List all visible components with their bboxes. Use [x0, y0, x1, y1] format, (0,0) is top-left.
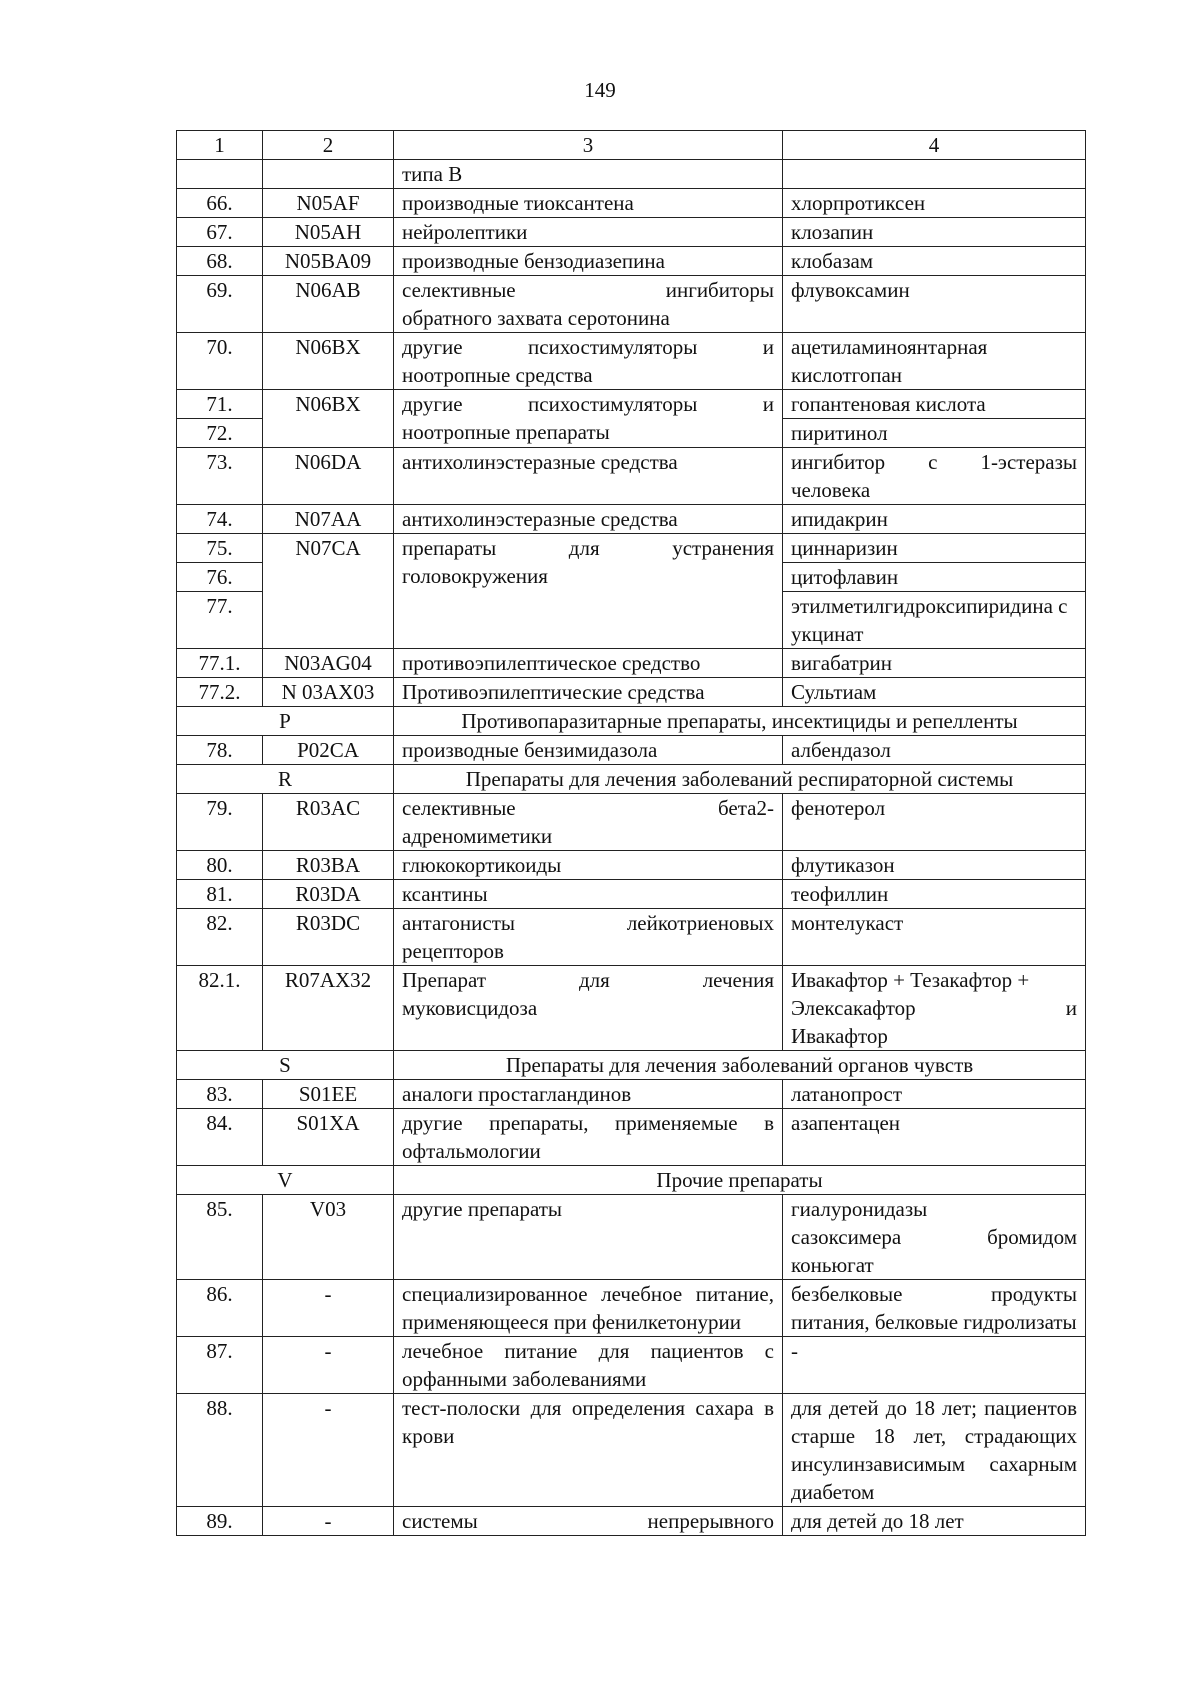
group-name: аналоги простагландинов — [394, 1080, 783, 1109]
table-row — [177, 851, 1086, 880]
drug-name — [783, 448, 1086, 505]
group-name: тест-полоски для определения сахара в крови — [394, 1394, 783, 1507]
group-name: типа В — [394, 160, 783, 189]
group-name: глюкокортикоиды — [394, 851, 783, 880]
row-number: 69. — [177, 276, 263, 333]
group-name: производные тиоксантена — [394, 189, 783, 218]
group-name: антихолинэстеразные средства — [394, 505, 783, 534]
group-line: муковисцидоза — [402, 996, 538, 1020]
atc-code: - — [263, 1337, 394, 1394]
row-number: 86. — [177, 1280, 263, 1337]
table-row — [177, 736, 1086, 765]
drug-name: теофиллин — [783, 880, 1086, 909]
drug-name: для детей до 18 лет — [783, 1507, 1086, 1536]
drug-name: монтелукаст — [783, 909, 1086, 966]
atc-code: S01EE — [263, 1080, 394, 1109]
group-name: производные бензимидазола — [394, 736, 783, 765]
drug-name: флутиказон — [783, 851, 1086, 880]
drug-name: фенотерол — [783, 794, 1086, 851]
drug-name: клозапин — [783, 218, 1086, 247]
row-number: 70. — [177, 333, 263, 390]
atc-code: - — [263, 1280, 394, 1337]
atc-code: N06DA — [263, 448, 394, 505]
table-row — [177, 247, 1086, 276]
header-col-1: 1 — [177, 131, 263, 160]
row-number: 80. — [177, 851, 263, 880]
atc-code: R03BA — [263, 851, 394, 880]
drug-name: цитофлавин — [783, 563, 1086, 592]
atc-code: N06BX — [263, 333, 394, 390]
group-line: препараты для устранения — [402, 536, 774, 560]
group-line: обратного захвата серотонина — [402, 306, 670, 330]
group-name: специализированное лечебное питание, применяющееся при фенилкетонурии — [394, 1280, 783, 1337]
section-row — [177, 765, 1086, 794]
row-number: 88. — [177, 1394, 263, 1507]
drug-name: азапентацен — [783, 1109, 1086, 1166]
row-number: 74. — [177, 505, 263, 534]
group-line: селективные бета2- — [402, 796, 774, 820]
row-number: 72. — [177, 419, 263, 448]
section-title: Противопаразитарные препараты, инсектициды и репелленты — [394, 707, 1086, 736]
drug-name: циннаризин — [783, 534, 1086, 563]
drug-name: для детей до 18 лет; пациентов старше 18 лет, страдающих инсулинзависимым сахарным диабетом — [783, 1394, 1086, 1507]
section-code: V — [177, 1166, 394, 1195]
table-row — [177, 218, 1086, 247]
drug-name: флувоксамин — [783, 276, 1086, 333]
atc-code: R03AC — [263, 794, 394, 851]
page-number: 149 — [584, 78, 616, 102]
group-line: антагонисты лейкотриеновых — [402, 911, 774, 935]
group-line: другие психостимуляторы и — [402, 392, 774, 416]
drug-line: коньюгат — [791, 1253, 874, 1277]
table-row — [177, 160, 1086, 189]
drug-line: Элексакафтор и — [791, 996, 1077, 1020]
atc-code: N05AH — [263, 218, 394, 247]
table-row — [177, 1195, 1086, 1280]
group-name: другие препараты, применяемые в офтальмологии — [394, 1109, 783, 1166]
table-row — [177, 1507, 1086, 1536]
drug-line: ингибитор с 1-эстеразы — [791, 450, 1077, 474]
row-number: 77.1. — [177, 649, 263, 678]
header-col-3: 3 — [394, 131, 783, 160]
table-row — [177, 794, 1086, 851]
group-name: противоэпилептическое средство — [394, 649, 783, 678]
section-title: Препараты для лечения заболеваний органов чувств — [394, 1051, 1086, 1080]
section-row — [177, 1051, 1086, 1080]
row-number: 76. — [177, 563, 263, 592]
section-code: R — [177, 765, 394, 794]
drug-name — [783, 160, 1086, 189]
row-number: 71. — [177, 390, 263, 419]
group-name — [394, 534, 783, 649]
row-number: 82.1. — [177, 966, 263, 1051]
drug-name: пиритинол — [783, 419, 1086, 448]
table-row — [177, 966, 1086, 1051]
table-row — [177, 909, 1086, 966]
atc-code: N03AG04 — [263, 649, 394, 678]
group-line: адреномиметики — [402, 824, 553, 848]
atc-code — [263, 160, 394, 189]
row-number: 84. — [177, 1109, 263, 1166]
table-row — [177, 505, 1086, 534]
group-name — [394, 909, 783, 966]
atc-code: R03DA — [263, 880, 394, 909]
drug-name: - — [783, 1337, 1086, 1394]
atc-code: N07AA — [263, 505, 394, 534]
group-name — [394, 390, 783, 448]
group-name — [394, 276, 783, 333]
table-row — [177, 1080, 1086, 1109]
row-number: 78. — [177, 736, 263, 765]
drug-line: Ивакафтор — [791, 1024, 888, 1048]
drug-name: хлорпротиксен — [783, 189, 1086, 218]
group-name: ксантины — [394, 880, 783, 909]
table-row — [177, 534, 1086, 563]
group-name — [394, 794, 783, 851]
drug-name — [783, 966, 1086, 1051]
table-row — [177, 333, 1086, 390]
atc-code: S01XA — [263, 1109, 394, 1166]
section-row — [177, 1166, 1086, 1195]
drug-name: вигабатрин — [783, 649, 1086, 678]
header-col-2: 2 — [263, 131, 394, 160]
table-row — [177, 390, 1086, 419]
row-number: 79. — [177, 794, 263, 851]
drug-line: гиалуронидазы — [791, 1197, 928, 1221]
table-row — [177, 448, 1086, 505]
group-name — [394, 333, 783, 390]
group-name: нейролептики — [394, 218, 783, 247]
row-number: 67. — [177, 218, 263, 247]
group-line: ноотропные средства — [402, 363, 593, 387]
section-title: Препараты для лечения заболеваний респираторной системы — [394, 765, 1086, 794]
group-name: другие препараты — [394, 1195, 783, 1280]
drug-name: латанопрост — [783, 1080, 1086, 1109]
drug-name: клобазам — [783, 247, 1086, 276]
atc-code: N05BA09 — [263, 247, 394, 276]
row-number: 89. — [177, 1507, 263, 1536]
row-number — [177, 160, 263, 189]
atc-code: - — [263, 1394, 394, 1507]
group-line: селективные ингибиторы — [402, 278, 774, 302]
table-row — [177, 1280, 1086, 1337]
atc-code: V03 — [263, 1195, 394, 1280]
drug-name: ипидакрин — [783, 505, 1086, 534]
drug-name: гопантеновая кислота — [783, 390, 1086, 419]
group-line: ноотропные препараты — [402, 420, 610, 444]
row-number: 77.2. — [177, 678, 263, 707]
group-name: лечебное питание для пациентов с орфанными заболеваниями — [394, 1337, 783, 1394]
drug-name: безбелковые продукты питания, белковые гидролизаты — [783, 1280, 1086, 1337]
group-name: антихолинэстеразные средства — [394, 448, 783, 505]
group-line: другие психостимуляторы и — [402, 335, 774, 359]
atc-code: R03DC — [263, 909, 394, 966]
drug-line: Ивакафтор + Тезакафтор + — [791, 968, 1030, 992]
group-name: производные бензодиазепина — [394, 247, 783, 276]
group-name: Противоэпилептические средства — [394, 678, 783, 707]
table-row — [177, 880, 1086, 909]
row-number: 85. — [177, 1195, 263, 1280]
group-line: системы непрерывного — [402, 1509, 774, 1533]
atc-code: N 03AX03 — [263, 678, 394, 707]
table-row — [177, 1394, 1086, 1507]
group-name — [394, 966, 783, 1051]
row-number: 82. — [177, 909, 263, 966]
table-row — [177, 649, 1086, 678]
atc-code: N05AF — [263, 189, 394, 218]
atc-code: - — [263, 1507, 394, 1536]
row-number: 68. — [177, 247, 263, 276]
atc-code: N06AB — [263, 276, 394, 333]
row-number: 75. — [177, 534, 263, 563]
table-row — [177, 1109, 1086, 1166]
group-line: Препарат для лечения — [402, 968, 774, 992]
table-row — [177, 678, 1086, 707]
group-line: рецепторов — [402, 939, 504, 963]
atc-code: P02CA — [263, 736, 394, 765]
row-number: 77. — [177, 592, 263, 649]
row-number: 73. — [177, 448, 263, 505]
section-title: Прочие препараты — [394, 1166, 1086, 1195]
section-code: S — [177, 1051, 394, 1080]
row-number: 81. — [177, 880, 263, 909]
section-row — [177, 707, 1086, 736]
group-name — [394, 1507, 783, 1536]
table-row — [177, 1337, 1086, 1394]
drug-name: этилметилгидроксипиридина сукцинат — [783, 592, 1086, 649]
table-row — [177, 276, 1086, 333]
header-col-4: 4 — [783, 131, 1086, 160]
drug-name: албендазол — [783, 736, 1086, 765]
table-header-row — [177, 131, 1086, 160]
drug-name — [783, 1195, 1086, 1280]
atc-code: N07CA — [263, 534, 394, 649]
atc-code: R07AX32 — [263, 966, 394, 1051]
row-number: 83. — [177, 1080, 263, 1109]
atc-code: N06BX — [263, 390, 394, 448]
drug-line: человека — [791, 478, 871, 502]
drug-name: ацетиламиноянтарная кислотгопан — [783, 333, 1086, 390]
row-number: 66. — [177, 189, 263, 218]
row-number: 87. — [177, 1337, 263, 1394]
drug-name: Сультиам — [783, 678, 1086, 707]
group-line: головокружения — [402, 564, 548, 588]
section-code: P — [177, 707, 394, 736]
table-row — [177, 189, 1086, 218]
drug-line: сазоксимера бромидом — [791, 1225, 1077, 1249]
drug-table — [176, 130, 1086, 1536]
